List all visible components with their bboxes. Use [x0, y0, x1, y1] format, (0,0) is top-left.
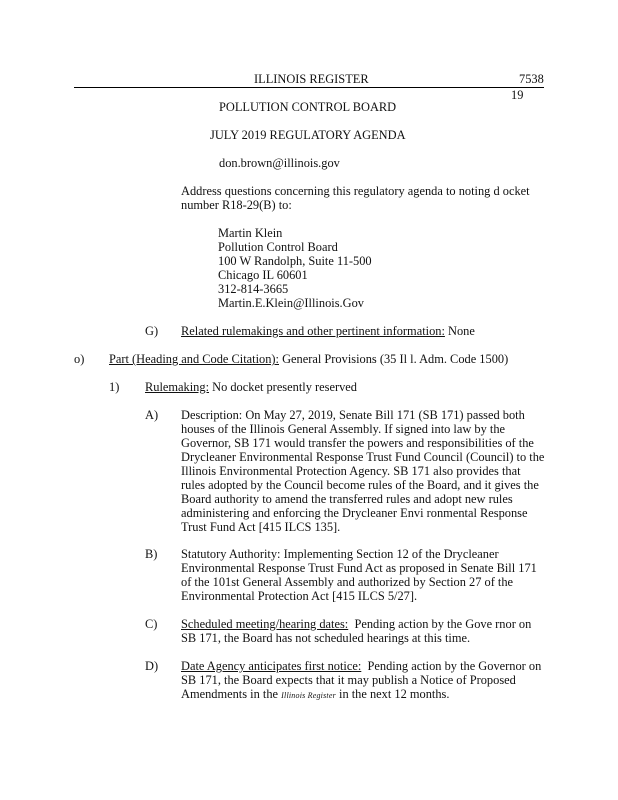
item-c-label: Scheduled meeting/hearing dates: [181, 617, 349, 631]
address-intro: Address questions concerning this regulatory agenda to noting d ocket number R18-29(B) to: [181, 184, 530, 212]
item-d-text-before: Pending action by the Governor on SB 171, the Board expects that it may publish a Notice of Proposed Amendments in the [181, 659, 542, 701]
contact-name: Martin Klein [218, 226, 283, 240]
contact-phone: 312-814-3665 [218, 282, 289, 296]
part-o-label: Part (Heading and Code Citation): [109, 352, 279, 366]
item-c-marker: C) [145, 617, 158, 631]
rulemaking-value: No docket presently reserved [212, 380, 357, 394]
item-c-text: Pending action by the Gove rnor on SB 171, the Board has not scheduled hearings at this time. [181, 617, 532, 645]
rulemaking-label: Rulemaking: [145, 380, 210, 394]
item-g-label: Related rulemakings and other pertinent information: [181, 324, 445, 338]
contact-org: Pollution Control Board [218, 240, 338, 254]
item-d-label: Date Agency anticipates first notice: [181, 659, 362, 673]
agenda-title: JULY 2019 REGULATORY AGENDA [210, 128, 406, 142]
item-d-text-after: in the next 12 months. [339, 687, 450, 701]
contact-email-2: Martin.E.Klein@Illinois.Gov [218, 296, 364, 310]
item-c [181, 617, 545, 645]
item-d-register: Illinois Register [281, 691, 336, 700]
contact-email: don.brown@illinois.gov [219, 156, 340, 170]
page-number: 7538 [519, 72, 544, 86]
item-a-marker: A) [145, 408, 159, 422]
contact-city: Chicago IL 60601 [218, 268, 308, 282]
item-g-marker: G) [145, 324, 159, 338]
part-o-value: General Provisions (35 Il l. Adm. Code 1500) [282, 352, 509, 366]
header-rule [74, 87, 544, 88]
rulemaking-marker: 1) [109, 380, 120, 394]
item-b-text: Statutory Authority: Implementing Section 12 of the Drycleaner Environmental Response Trust Fund Act as proposed in Senate Bill 171 of the 101st General Assembly and authorized by Section 27 of the Environmental Protection Act [415 ILCS 5/27]. [181, 547, 537, 603]
item-a-text: Description: On May 27, 2019, Senate Bill 171 (SB 171) passed both houses of the Illinois General Assembly. If signed into law by the Governor, SB 171 would transfer the powers and responsibilities of the Drycleaner Environmental Response Trust Fund Council (Council) to the Illinois Environmental Protection Agency. SB 171 also provides that rules adopted by the Council become rules of the Board, and it gives the Board authority to amend the transferred rules and adopt new rules administering and enforcing the Drycleaner Envi ronmental Response Trust Fund Act [415 ILCS 135]. [181, 408, 545, 534]
contact-street: 100 W Randolph, Suite 11-500 [218, 254, 372, 268]
part-o-marker: o) [74, 352, 85, 366]
rulemaking [145, 380, 357, 394]
item-d [181, 659, 545, 703]
item-b-marker: B) [145, 547, 158, 561]
agency-title: POLLUTION CONTROL BOARD [219, 100, 397, 114]
item-d-marker: D) [145, 659, 159, 673]
part-o [109, 352, 508, 366]
item-g-value: None [448, 324, 475, 338]
issue-number: 19 [511, 88, 524, 102]
register-title: ILLINOIS REGISTER [254, 72, 369, 86]
item-g [181, 324, 475, 338]
